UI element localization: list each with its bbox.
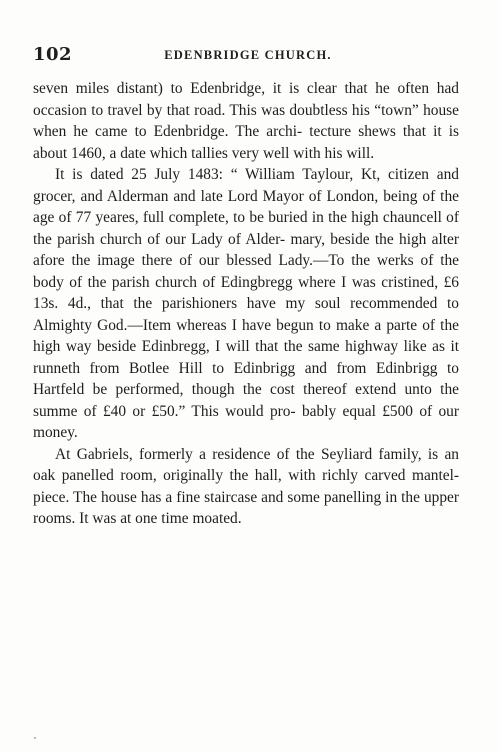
text-line: the high chauncell of the parish church of our Lady of Alder-: [33, 209, 460, 248]
text-line: moated.: [192, 510, 242, 527]
body-text: [33, 78, 459, 530]
text-line: had occasion to travel by that road. This was doubtless his: [33, 80, 459, 119]
paragraph-will: [33, 164, 459, 444]
running-head: [33, 44, 463, 66]
text-line: At Gabriels, formerly a residence of the Seyliard family,: [55, 445, 422, 463]
text-line: blessed Lady.—To the werks of the body of the parish: [33, 252, 459, 291]
text-line: It is dated 25 July 1483: “ William Taylour, Kt, citizen: [55, 166, 429, 183]
text-line: being of the age of 77 yeares, full complete, to be buried in: [33, 187, 459, 226]
text-line: mary, beside the high alter afore the image there of our: [33, 230, 459, 269]
text-line: carved mantel-piece. The house has a fine staircase and: [33, 467, 459, 506]
text-line: Edinbrigg to Hartfeld be performed, though the cost thereof: [33, 359, 459, 398]
text-line: high way beside Edinbregg, I will that the same highway: [33, 338, 399, 355]
text-line: that the parishioners have my soul recommended to Almighty: [33, 295, 459, 334]
text-line: well with his will.: [262, 144, 375, 162]
text-line: extend unto the summe of £40 or £50.” This would pro-: [33, 381, 459, 420]
text-line: seven miles distant) to Edenbridge, it is clear that he often: [33, 80, 430, 97]
page-number: 102: [33, 44, 73, 65]
text-line: is an oak panelled room, originally the hall, with richly: [33, 445, 459, 484]
running-title: EDENBRIDGE CHURCH.: [164, 48, 332, 62]
text-line: church of Edingbregg where I was cristined, £6 13s. 4d.,: [33, 273, 460, 312]
text-line: “town” house when he came to Edenbridge. The archi-: [33, 101, 459, 140]
paragraph-gabriels: [33, 444, 459, 530]
text-line: God.—Item whereas I have begun to make a parte of the: [97, 316, 459, 334]
text-line: and grocer, and Alderman and late Lord Mayor of London,: [33, 166, 459, 205]
paragraph-continuation: [33, 78, 459, 164]
text-line: like as it runneth from Botlee Hill to Edinbrigg and from: [33, 338, 459, 377]
text-line: bably equal £500 of our money.: [33, 402, 460, 441]
text-line: some panelling in the upper rooms. It was at one time: [33, 488, 460, 527]
print-speck: [34, 737, 36, 739]
text-line: tecture shews that it is about 1460, a date which tallies very: [33, 123, 459, 162]
